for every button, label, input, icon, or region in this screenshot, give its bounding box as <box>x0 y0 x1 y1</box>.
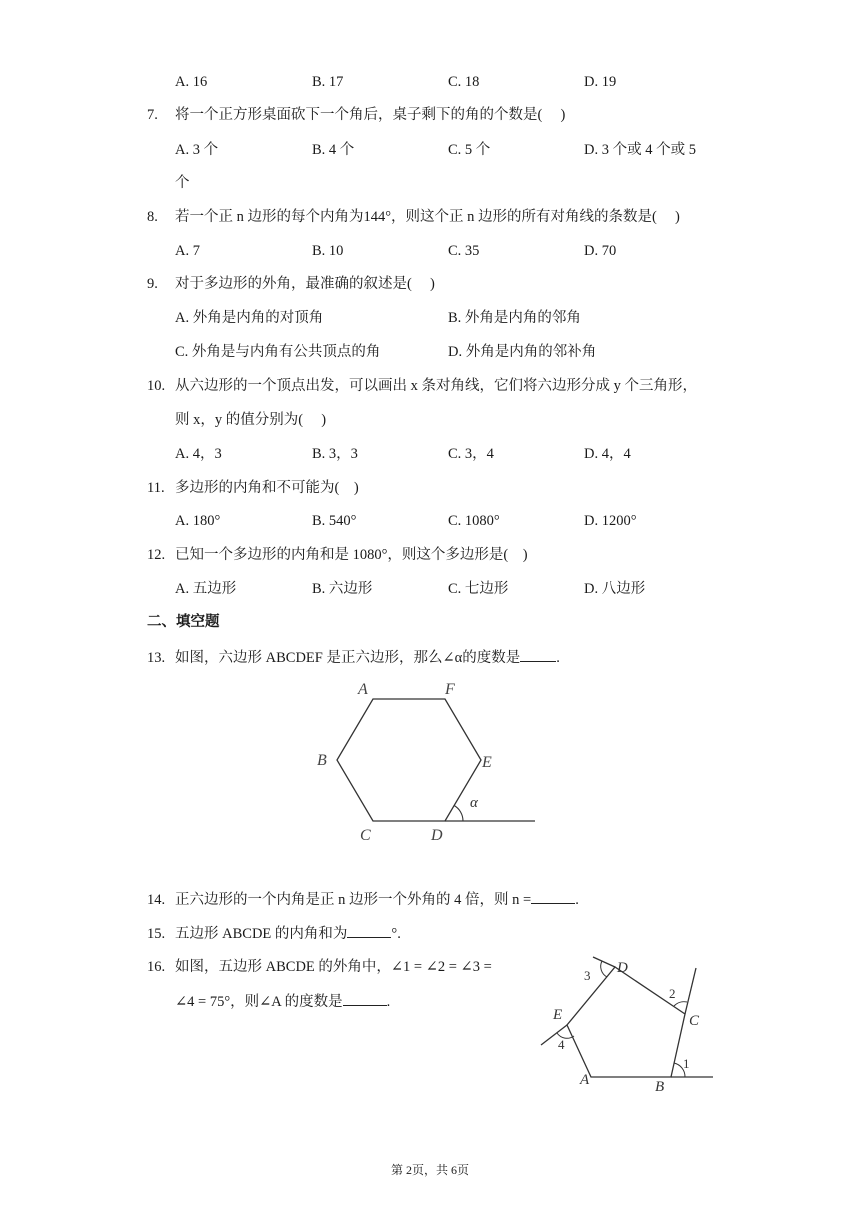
q8-option-a: A. 7 <box>175 243 200 259</box>
q6-option-b: B. 17 <box>312 74 344 90</box>
q6-option-a: A. 16 <box>175 74 208 90</box>
q8-option-c: C. 35 <box>448 243 480 259</box>
question-number: 11. <box>147 480 165 496</box>
question-16-line2: ∠4 = 75°，则∠A 的度数是 . <box>175 991 390 1012</box>
question-11 <box>147 478 359 498</box>
vertex-label-c: C <box>689 1013 700 1029</box>
q6-option-d: D. 19 <box>584 74 617 90</box>
angle-label-alpha: α <box>470 795 478 811</box>
q7-option-b: B. 4 个 <box>312 142 355 158</box>
question-9 <box>147 274 435 294</box>
q12-option-c: C. 七边形 <box>448 581 509 597</box>
q9-option-b: B. 外角是内角的邻角 <box>448 310 581 326</box>
question-10 <box>147 376 697 396</box>
q6-option-c: C. 18 <box>448 74 480 90</box>
q7-option-a: A. 3 个 <box>175 142 219 158</box>
answer-blank[interactable] <box>347 923 391 938</box>
q7-option-d-wrap: 个 <box>175 175 190 191</box>
q11-option-d: D. 1200° <box>584 513 637 529</box>
q9-option-d: D. 外角是内角的邻补角 <box>448 344 597 360</box>
question-text: 如图，六边形 ABCDEF 是正六边形，那么∠α的度数是 <box>175 650 521 666</box>
question-number: 10. <box>147 378 166 394</box>
q12-option-a: A. 五边形 <box>175 581 237 597</box>
q11-option-c: C. 1080° <box>448 513 500 529</box>
answer-blank[interactable] <box>520 647 556 662</box>
question-10-line2: 则 x，y 的值分别为( ) <box>175 412 327 428</box>
vertex-label-d: D <box>431 827 443 844</box>
angle-label-3: 3 <box>584 968 591 983</box>
hexagon-figure <box>300 672 545 847</box>
q10-option-b: B. 3，3 <box>312 446 358 462</box>
question-text: 从六边形的一个顶点出发，可以画出 x 条对角线，它们将六边形分成 y 个三角形， <box>175 378 697 394</box>
answer-blank[interactable] <box>343 991 387 1006</box>
question-text: 多边形的内角和不可能为( ) <box>175 480 359 496</box>
question-number: 16. <box>147 959 166 975</box>
q7-option-d: D. 3 个或 4 个或 5 <box>584 142 696 158</box>
q11-option-b: B. 540° <box>312 513 357 529</box>
question-14: 14. 正六边形的一个内角是正 n 边形一个外角的 4 倍，则 n = . <box>147 889 579 910</box>
angle-label-2: 2 <box>669 986 676 1001</box>
extension-ed <box>593 957 615 967</box>
answer-blank[interactable] <box>531 889 575 904</box>
pentagon-shape <box>567 967 685 1077</box>
question-16 <box>147 957 492 977</box>
q9-option-c: C. 外角是与内角有公共顶点的角 <box>175 344 381 360</box>
question-8 <box>147 207 680 227</box>
question-number: 7. <box>147 107 158 123</box>
question-13: 13. 如图，六边形 ABCDEF 是正六边形，那么∠α的度数是 . <box>147 647 560 668</box>
vertex-label-a: A <box>358 681 368 698</box>
vertex-label-c: C <box>360 827 371 844</box>
extension-bc <box>685 968 696 1014</box>
q8-option-b: B. 10 <box>312 243 344 259</box>
question-text: 正六边形的一个内角是正 n 边形一个外角的 4 倍，则 n = <box>175 892 532 908</box>
q12-option-d: D. 八边形 <box>584 581 646 597</box>
vertex-label-b: B <box>655 1079 665 1095</box>
question-text: 对于多边形的外角，最准确的叙述是( ) <box>175 276 435 292</box>
question-number: 12. <box>147 547 166 563</box>
vertex-label-a: A <box>580 1072 590 1088</box>
angle-arc-2 <box>674 1002 687 1006</box>
question-7 <box>147 105 565 125</box>
angle-label-4: 4 <box>558 1037 565 1052</box>
question-text: 若一个正 n 边形的每个内角为144°，则这个正 n 边形的所有对角线的条数是( ) <box>175 209 680 225</box>
hexagon-shape <box>337 699 481 821</box>
pentagon-figure <box>535 950 720 1100</box>
q11-option-a: A. 180° <box>175 513 221 529</box>
question-suffix: °. <box>391 926 401 942</box>
question-text: 五边形 ABCDE 的内角和为 <box>175 926 348 942</box>
question-number: 13. <box>147 650 166 666</box>
vertex-label-e: E <box>482 754 492 771</box>
question-text: 将一个正方形桌面砍下一个角后，桌子剩下的角的个数是( ) <box>175 107 566 123</box>
question-number: 9. <box>147 276 158 292</box>
q10-option-a: A. 4，3 <box>175 446 222 462</box>
question-text: 如图，五边形 ABCDE 的外角中，∠1 = ∠2 = ∠3 = <box>175 959 492 975</box>
question-15 <box>147 923 401 944</box>
question-number: 15. <box>147 926 166 942</box>
question-text: ∠4 = 75°，则∠A 的度数是 <box>175 994 343 1010</box>
q10-option-c: C. 3，4 <box>448 446 494 462</box>
vertex-label-e: E <box>553 1007 563 1023</box>
q9-option-a: A. 外角是内角的对顶角 <box>175 310 324 326</box>
question-number: 8. <box>147 209 158 225</box>
question-text: 已知一个多边形的内角和是 1080°，则这个多边形是( ) <box>175 547 528 563</box>
q12-option-b: B. 六边形 <box>312 581 373 597</box>
page-footer: 第 2页，共 6页 <box>390 1163 469 1177</box>
vertex-label-d: D <box>617 960 628 976</box>
q8-option-d: D. 70 <box>584 243 617 259</box>
question-number: 14. <box>147 892 166 908</box>
alpha-arc <box>454 805 463 821</box>
question-12 <box>147 545 528 565</box>
vertex-label-b: B <box>317 752 327 769</box>
section-heading: 二、填空题 <box>147 614 220 630</box>
angle-label-1: 1 <box>683 1056 690 1071</box>
vertex-label-f: F <box>445 681 455 698</box>
q10-option-d: D. 4，4 <box>584 446 631 462</box>
q7-option-c: C. 5 个 <box>448 142 491 158</box>
